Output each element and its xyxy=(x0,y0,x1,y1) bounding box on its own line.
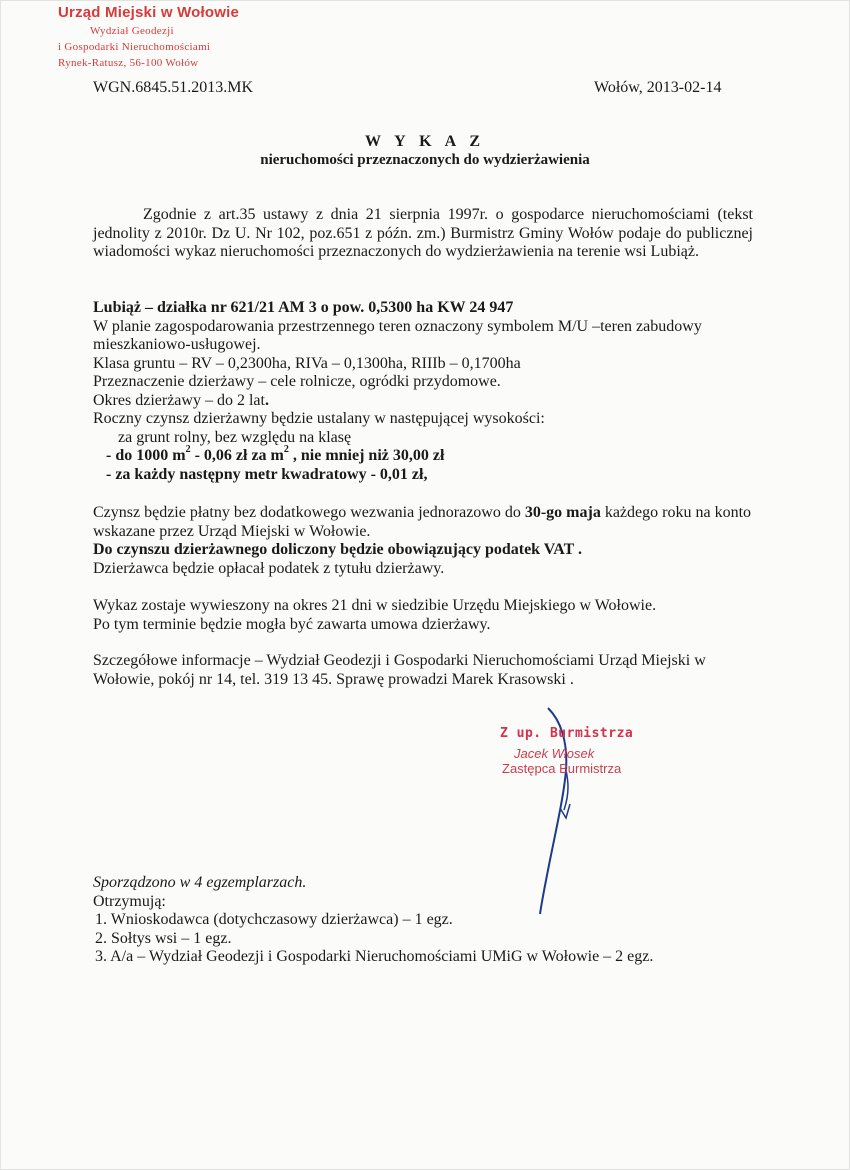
document-title: W Y K A Z xyxy=(365,133,485,150)
stamp-line-1: Wydział Geodezji xyxy=(90,25,174,38)
details-paragraph: Szczegółowe informacje – Wydział Geodezji i Gospodarki Nieruchomościami Urząd Miejski w Wołowie, pokój nr 14, tel. 319 13 45. Sprawę prowadzi Marek Krasowski . xyxy=(93,652,706,688)
recipient-item-1: 1. Wnioskodawca (dotychczasowy dzierżawca) – 1 egz. xyxy=(95,911,453,928)
office-stamp xyxy=(58,4,239,69)
rent-rate-1 xyxy=(93,443,753,466)
stamp-title: Urząd Miejski w Wołowie xyxy=(58,4,240,21)
payment-text-a: Czynsz będzie płatny bez dodatkowego wezwania jednorazowo do xyxy=(93,504,525,521)
signature-stamp xyxy=(500,726,633,776)
posting-line-1: Wykaz zostaje wywieszony na okres 21 dni w siedzibie Urzędu Miejskiego w Wołowie. xyxy=(93,597,657,614)
vat-notice: Do czynszu dzierżawnego doliczony będzie obowiązujący podatek VAT . xyxy=(93,541,583,558)
parcel-period-text: Okres dzierżawy – do 2 lat xyxy=(93,391,265,409)
recipients-label: Otrzymują: xyxy=(93,892,166,910)
signature-stamp-line-3: Zastępca Burmistrza xyxy=(502,761,622,776)
posting-line-2: Po tym terminie będzie mogła być zawarta umowa dzierżawy. xyxy=(93,615,491,633)
parcel-purpose: Przeznaczenie dzierżawy – cele rolnicze, ogródki przydomowe. xyxy=(93,373,501,390)
recipient-item-2: 2. Sołtys wsi – 1 egz. xyxy=(95,929,232,947)
parcel-soil-class: Klasa gruntu – RV – 0,2300ha, RIVa – 0,1300ha, RIIIb – 0,1700ha xyxy=(93,354,521,372)
recipient-item-3: 3. A/a – Wydział Geodezji i Gospodarki Nieruchomościami UMiG w Wołowie – 2 egz. xyxy=(95,948,654,965)
payment-section xyxy=(93,504,753,578)
rent-scope: za grunt rolny, bez względu na klasę xyxy=(118,428,352,446)
parcel-period xyxy=(93,392,753,411)
signature-stamp-line-2: Jacek Włosek xyxy=(514,746,595,761)
intro-text: Zgodnie z art.35 ustawy z dnia 21 sierpnia 1997r. o gospodarce nieruchomościami (tekst jednolity z 2010r. Dz U. Nr 102, poz.651 z późn. zm.) Burmistrz Gminy Wołów podaje do publicznej wiadomości wykaz nieruchomości przeznaczonych do wydzierżawienia na terenie wsi Lubiąż. xyxy=(93,206,753,260)
payment-deadline: 30-go maja xyxy=(524,504,601,521)
document-subtitle: nieruchomości przeznaczonych do wydzierżawienia xyxy=(260,152,590,168)
payment-terms xyxy=(93,504,753,541)
signature-stamp-line-1: Z up. Burmistrza xyxy=(500,726,634,741)
parcel-heading: Lubiąż – działka nr 621/21 AM 3 o pow. 0,5300 ha KW 24 947 xyxy=(93,299,514,316)
reference-number: WGN.6845.51.2013.MK xyxy=(93,79,253,96)
stamp-line-2: i Gospodarki Nieruchomościami xyxy=(58,40,211,53)
footer-section xyxy=(93,874,653,967)
rent-intro: Roczny czynsz dzierżawny będzie ustalany w następującej wysokości: xyxy=(93,410,545,427)
intro-paragraph xyxy=(93,206,753,262)
parcel-period-dot: . xyxy=(264,391,269,409)
rate1-part-a: - do 1000 m xyxy=(106,447,186,464)
parcel-section xyxy=(93,299,753,484)
rate1-part-c: , nie mniej niż 30,00 zł xyxy=(288,447,445,464)
posting-section xyxy=(93,597,753,634)
stamp-line-3: Rynek-Ratusz, 56-100 Wołów xyxy=(58,56,199,69)
rate1-sup-1: 2 xyxy=(185,443,191,455)
parcel-plan: W planie zagospodarowania przestrzennego teren oznaczony symbolem M/U –teren zabudowy mieszkaniowo-usługowej. xyxy=(93,317,702,353)
payment-text-b: każdego roku na konto wskazane przez Urząd Miejski w Wołowie. xyxy=(93,504,752,540)
tax-notice: Dzierżawca będzie opłacał podatek z tytułu dzierżawy. xyxy=(93,559,445,577)
rent-rate-2: - za każdy następny metr kwadratowy - 0,01 zł, xyxy=(106,465,428,483)
rate1-part-b: - 0,06 zł za m xyxy=(190,447,284,464)
copies-note: Sporządzono w 4 egzemplarzach. xyxy=(93,874,307,891)
document-date: Wołów, 2013-02-14 xyxy=(594,79,722,96)
rate1-sup-2: 2 xyxy=(283,443,289,455)
